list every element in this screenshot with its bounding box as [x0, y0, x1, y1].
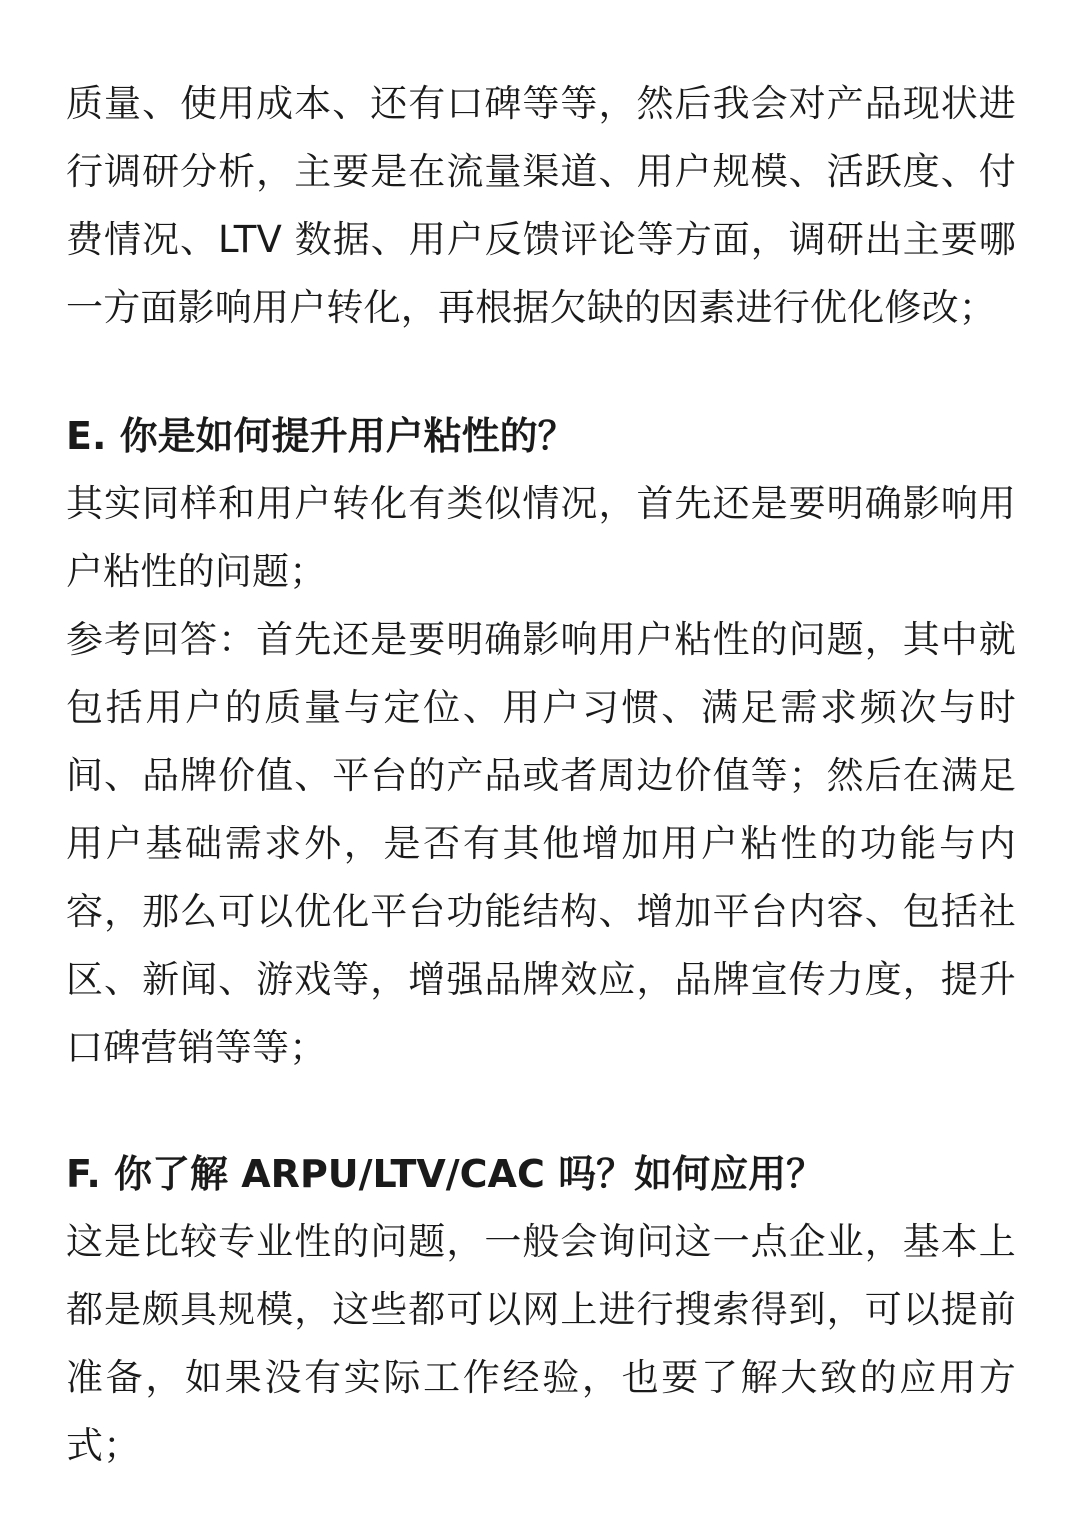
- section-f-heading: F. 你了解 ARPU/LTV/CAC 吗？如何应用？: [66, 1152, 825, 1196]
- section-e: [66, 402, 1016, 1082]
- document-page: [66, 70, 1016, 1480]
- section-spacer: [66, 1082, 1016, 1140]
- section-f-paragraph-1: 这是比较专业性的问题，一般会询问这一点企业，基本上都是颇具规模，这些都可以网上进行搜索得到，可以提前准备，如果没有实际工作经验，也要了解大致的应用方式；: [66, 1220, 1016, 1467]
- section-spacer: [66, 342, 1016, 402]
- section-f: [66, 1140, 1016, 1480]
- section-e-paragraph-2: 参考回答：首先还是要明确影响用户粘性的问题，其中就包括用户的质量与定位、用户习惯、满足需求频次与时间、品牌价值、平台的产品或者周边价值等；然后在满足用户基础需求外，是否有其他增加用户粘性的功能与内容，那么可以优化平台功能结构、增加平台内容、包括社区、新闻、游戏等，增强品牌效应，品牌宣传力度，提升口碑营销等等；: [66, 618, 1016, 1069]
- section-e-paragraph-1: 其实同样和用户转化有类似情况，首先还是要明确影响用户粘性的问题；: [66, 482, 1016, 593]
- section-e-heading: E. 你是如何提升用户粘性的？: [66, 414, 576, 458]
- intro-paragraph: 质量、使用成本、还有口碑等等，然后我会对产品现状进行调研分析，主要是在流量渠道、用户规模、活跃度、付费情况、LTV 数据、用户反馈评论等方面，调研出主要哪一方面影响用户转化，再根据欠缺的因素进行优化修改；: [66, 82, 1016, 329]
